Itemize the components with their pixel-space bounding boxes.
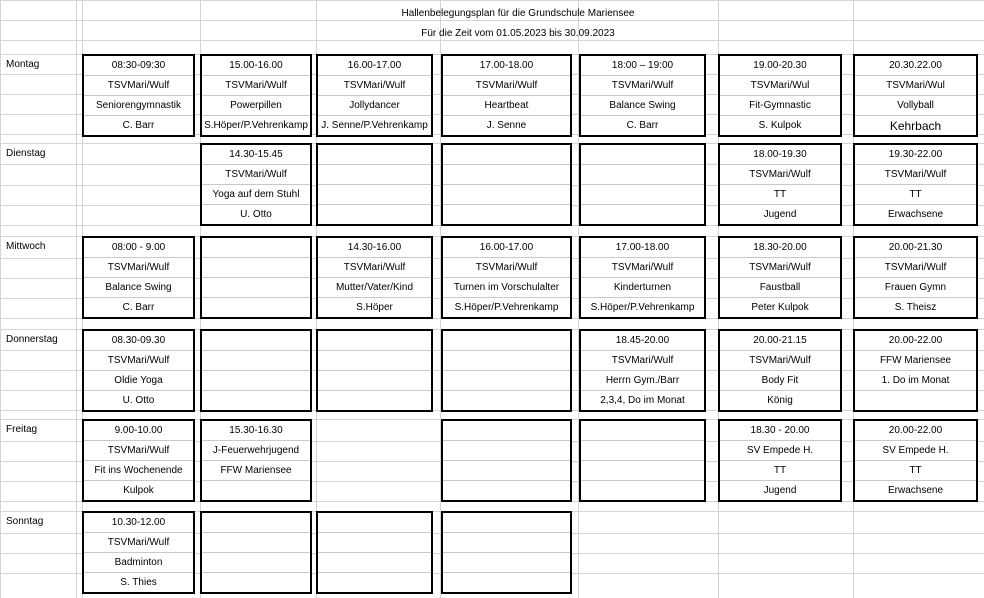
booking-slot <box>853 236 978 319</box>
slot-leader: S. Theisz <box>894 302 937 313</box>
slot-leader <box>202 573 310 593</box>
booking-slot <box>718 54 842 137</box>
slot-activity <box>443 371 570 391</box>
slot-time <box>318 331 431 351</box>
slot-leader: S.Höper/P.Vehrenkamp <box>454 302 559 313</box>
booking-slot <box>441 143 572 226</box>
booking-slot <box>316 329 433 412</box>
slot-activity <box>318 371 431 391</box>
booking-slot <box>718 419 842 502</box>
day-label: Sonntag <box>6 516 44 527</box>
slot-activity: Seniorengymnastik <box>95 100 182 111</box>
slot-activity: Yoga auf dem Stuhl <box>212 189 300 200</box>
slot-club: TSVMari/Wulf <box>107 537 170 548</box>
slot-club <box>202 533 310 553</box>
booking-slot <box>82 329 195 412</box>
slot-time: 08.30-09.30 <box>111 335 166 346</box>
slot-club: TSVMari/Wulf <box>343 262 406 273</box>
slot-time: 17.00-18.00 <box>479 60 534 71</box>
booking-slot <box>82 419 195 502</box>
slot-time: 18.45-20.00 <box>615 335 670 346</box>
slot-leader: C. Barr <box>626 120 659 131</box>
slot-activity: Faustball <box>759 282 801 293</box>
slot-club: TSVMari/Wulf <box>225 80 287 91</box>
booking-slot <box>441 236 572 319</box>
slot-club <box>581 441 704 461</box>
slot-activity <box>318 553 431 573</box>
slot-activity: 1. Do im Monat <box>881 375 950 386</box>
day-label: Donnerstag <box>6 334 58 345</box>
day-label: Freitag <box>6 424 38 435</box>
slot-time: 19.30-22.00 <box>888 149 943 160</box>
slot-activity <box>581 185 704 205</box>
slot-activity <box>581 461 704 481</box>
slot-time: 15.00-16.00 <box>229 60 283 71</box>
slot-activity: TT <box>773 465 787 476</box>
booking-slot <box>316 511 433 594</box>
slot-leader <box>318 573 431 593</box>
slot-activity: Kinderturnen <box>613 282 672 293</box>
slot-time: 14.30-16.00 <box>347 242 402 253</box>
slot-club <box>318 165 431 185</box>
slot-activity: TT <box>909 189 922 200</box>
slot-time: 16.00-17.00 <box>347 60 402 71</box>
slot-leader: S. Thies <box>120 577 157 588</box>
slot-leader: Jugend <box>763 485 797 496</box>
slot-leader: U. Otto <box>122 395 155 406</box>
slot-time: 17.00-18.00 <box>615 242 670 253</box>
booking-slot <box>82 236 195 319</box>
slot-time: 20.00-22.00 <box>888 335 943 346</box>
slot-time <box>443 513 570 533</box>
slot-club: TSVMari/Wulf <box>225 169 287 180</box>
slot-activity: Herrn Gym./Barr <box>605 375 680 386</box>
slot-club: TSVMari/Wulf <box>749 262 811 273</box>
slot-club: TSVMari/Wulf <box>107 355 170 366</box>
booking-slot <box>200 143 312 226</box>
slot-leader: J. Senne/P.Vehrenkamp <box>321 120 428 131</box>
day-label: Montag <box>6 59 40 70</box>
slot-time <box>581 145 704 165</box>
booking-slot <box>82 54 195 137</box>
slot-club: TSVMari/Wulf <box>107 80 170 91</box>
booking-slot <box>579 236 706 319</box>
slot-time <box>202 331 310 351</box>
slot-club: TSVMari/Wulf <box>343 80 406 91</box>
slot-leader: Kulpok <box>123 485 154 496</box>
booking-slot <box>441 511 572 594</box>
booking-slot <box>579 54 706 137</box>
slot-leader: C. Barr <box>122 120 155 131</box>
slot-leader <box>581 481 704 501</box>
slot-time: 18.30 - 20.00 <box>750 425 810 436</box>
period-subtitle: Für die Zeit vom 01.05.2023 bis 30.09.2023 <box>421 28 615 39</box>
slot-time <box>318 513 431 533</box>
slot-club: TSVMari/Wulf <box>611 355 674 366</box>
booking-slot <box>200 236 312 319</box>
slot-club: TSVMari/Wulf <box>107 445 170 456</box>
slot-club: TSVMari/Wulf <box>884 262 947 273</box>
slot-activity: Fit-Gymnastic <box>749 100 811 111</box>
booking-slot <box>853 329 978 412</box>
slot-leader: Peter Kulpok <box>751 302 809 313</box>
slot-club <box>202 351 310 371</box>
slot-time <box>318 145 431 165</box>
slot-time: 15.30-16.30 <box>229 425 283 436</box>
booking-slot <box>718 236 842 319</box>
slot-leader: König <box>767 395 793 406</box>
booking-slot <box>579 419 706 502</box>
slot-leader: J. Senne <box>486 120 527 131</box>
slot-activity: Oldie Yoga <box>114 375 163 386</box>
slot-club: TSVMari/Wulf <box>749 355 811 366</box>
slot-activity <box>443 553 570 573</box>
slot-club <box>202 258 310 278</box>
slot-activity: Balance Swing <box>105 282 172 293</box>
booking-slot <box>200 419 312 502</box>
slot-time: 9.00-10.00 <box>114 425 163 436</box>
slot-activity: Powerpillen <box>230 100 282 111</box>
slot-leader: C. Barr <box>122 302 155 313</box>
slot-leader <box>443 205 570 225</box>
slot-time: 18.30-20.00 <box>753 242 807 253</box>
slot-time <box>202 238 310 258</box>
slot-leader: S.Höper <box>356 302 393 313</box>
slot-leader: Kehrbach <box>889 119 942 133</box>
day-label: Mittwoch <box>6 241 46 252</box>
slot-club <box>443 441 570 461</box>
booking-slot <box>441 419 572 502</box>
slot-leader <box>855 391 976 411</box>
slot-time <box>581 421 704 441</box>
slot-club <box>443 533 570 553</box>
slot-time <box>443 421 570 441</box>
slot-activity: Fit ins Wochenende <box>94 465 183 476</box>
slot-club: TSVMari/Wulf <box>611 80 674 91</box>
slot-club: TSVMari/Wulf <box>611 262 674 273</box>
slot-club <box>318 351 431 371</box>
slot-time: 20.00-21.15 <box>753 335 807 346</box>
slot-leader: 2,3,4, Do im Monat <box>600 395 685 406</box>
slot-leader: S. Kulpok <box>758 120 802 131</box>
slot-club: TSVMari/Wulf <box>475 80 538 91</box>
slot-activity: TT <box>909 465 922 476</box>
booking-slot <box>441 329 572 412</box>
slot-club: TSVMari/Wulf <box>475 262 538 273</box>
slot-activity: Mutter/Vater/Kind <box>335 282 414 293</box>
slot-activity <box>202 371 310 391</box>
booking-slot <box>316 54 433 137</box>
booking-slot <box>316 143 433 226</box>
slot-leader <box>202 481 310 501</box>
slot-activity: Frauen Gymn <box>884 282 947 293</box>
slot-activity <box>318 185 431 205</box>
page-title: Hallenbelegungsplan für die Grundschule Mariensee <box>401 8 635 19</box>
slot-time: 10.30-12.00 <box>111 517 166 528</box>
slot-leader <box>443 481 570 501</box>
slot-leader <box>581 205 704 225</box>
slot-leader <box>318 391 431 411</box>
slot-leader: Erwachsene <box>887 485 944 496</box>
slot-time: 19.00-20.30 <box>753 60 807 71</box>
slot-leader: U. Otto <box>240 209 272 220</box>
booking-slot <box>82 511 195 594</box>
booking-slot <box>718 329 842 412</box>
slot-activity <box>202 553 310 573</box>
slot-club: SV Empede H. <box>746 445 814 456</box>
slot-leader: S.Höper/P.Vehrenkamp <box>590 302 695 313</box>
booking-slot <box>316 236 433 319</box>
slot-activity: Vollyball <box>897 100 934 111</box>
slot-time: 20.00-21.30 <box>888 242 943 253</box>
slot-club <box>443 351 570 371</box>
slot-club: TSVMari/Wulf <box>749 169 811 180</box>
slot-time <box>443 145 570 165</box>
slot-time: 18.00-19.30 <box>753 149 807 160</box>
slot-leader <box>443 573 570 593</box>
slot-activity: Badminton <box>114 557 163 568</box>
slot-activity <box>443 461 570 481</box>
slot-club <box>318 533 431 553</box>
slot-time: 08:30-09:30 <box>111 60 166 71</box>
slot-club <box>443 165 570 185</box>
slot-time <box>443 331 570 351</box>
slot-club <box>581 165 704 185</box>
booking-slot <box>579 143 706 226</box>
slot-leader <box>202 391 310 411</box>
booking-slot <box>853 54 978 137</box>
slot-activity: Body Fit <box>761 375 799 386</box>
slot-activity: Heartbeat <box>484 100 529 111</box>
slot-club: TSVMari/Wul <box>886 80 945 91</box>
slot-leader <box>202 298 310 318</box>
slot-leader: S.Höper/P.Vehrenkamp <box>204 120 308 131</box>
booking-slot <box>853 143 978 226</box>
slot-club: SV Empede H. <box>882 445 949 456</box>
slot-activity <box>443 185 570 205</box>
booking-slot <box>853 419 978 502</box>
slot-time: 08:00 - 9.00 <box>111 242 166 253</box>
slot-activity: FFW Mariensee <box>220 465 292 476</box>
slot-time: 14.30-15.45 <box>229 149 283 160</box>
slot-activity <box>202 278 310 298</box>
slot-club: TSVMari/Wulf <box>107 262 170 273</box>
slot-time: 18:00 – 19:00 <box>611 60 674 71</box>
slot-time: 16.00-17.00 <box>479 242 534 253</box>
day-label: Dienstag <box>6 148 46 159</box>
slot-leader: Erwachsene <box>887 209 944 220</box>
slot-activity: Turnen im Vorschulalter <box>453 282 560 293</box>
booking-slot <box>718 143 842 226</box>
slot-activity: TT <box>773 189 787 200</box>
slot-club: TSVMari/Wulf <box>884 169 947 180</box>
slot-activity: Jollydancer <box>349 100 400 111</box>
slot-club: FFW Mariensee <box>879 355 952 366</box>
slot-time: 20.30.22.00 <box>889 60 942 71</box>
booking-slot <box>200 329 312 412</box>
slot-time <box>202 513 310 533</box>
booking-slot <box>200 54 312 137</box>
booking-slot <box>579 329 706 412</box>
slot-leader <box>318 205 431 225</box>
slot-leader <box>443 391 570 411</box>
booking-slot <box>441 54 572 137</box>
slot-activity: Balance Swing <box>609 100 676 111</box>
slot-time: 20.00-22.00 <box>888 425 943 436</box>
slot-club: TSVMari/Wul <box>750 80 810 91</box>
slot-club: J-Feuerwehrjugend <box>212 445 300 456</box>
booking-slot <box>200 511 312 594</box>
slot-leader: Jugend <box>763 209 797 220</box>
